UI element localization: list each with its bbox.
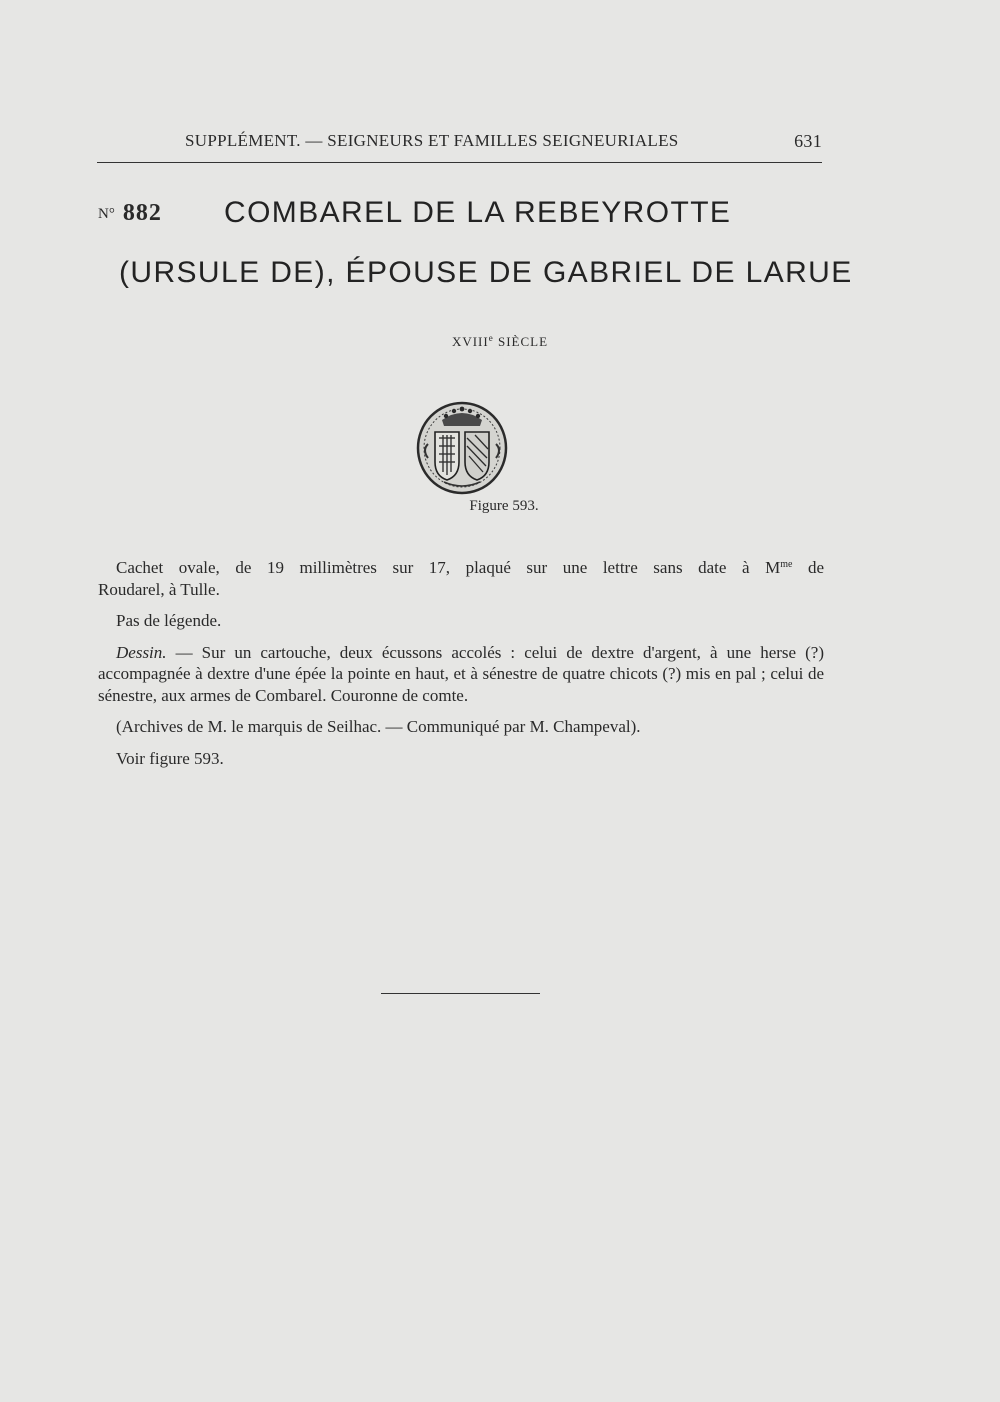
running-title: SUPPLÉMENT. — SEIGNEURS ET FAMILLES SEIGNEURIALES bbox=[185, 131, 679, 150]
century-sup: e bbox=[488, 333, 494, 343]
p1-text-b: de bbox=[792, 558, 824, 577]
end-rule bbox=[381, 993, 540, 994]
century-word: SIÈCLE bbox=[497, 334, 549, 349]
page-number: 631 bbox=[794, 131, 822, 151]
entry-number-value: 882 bbox=[122, 200, 162, 226]
body-text bbox=[98, 554, 824, 779]
century-label bbox=[0, 333, 1000, 350]
figure-caption: Figure 593. bbox=[469, 498, 539, 514]
dessin-label: Dessin. bbox=[116, 642, 167, 662]
paragraph-source: (Archives de M. le marquis de Seilhac. — Communiqué par M. Champeval). bbox=[116, 717, 641, 736]
entry-title-line2: (URSULE DE), ÉPOUSE DE GABRIEL DE LARUE bbox=[119, 256, 853, 289]
century-roman: XVIII bbox=[451, 334, 489, 349]
header-rule bbox=[97, 162, 822, 163]
running-header bbox=[100, 128, 822, 158]
dessin-text: — Sur un cartouche, deux écussons accolés : celui de dextre d'argent, à une herse (?) accompagnée à dextre d'une épée la pointe en haut, et à sénestre de quatre chicots (?) mis en pal ; celui de sénestre, aux armes de Combarel. Couronne de comte. bbox=[98, 642, 824, 705]
paragraph-description-line2: Roudarel, à Tulle. bbox=[98, 579, 220, 599]
p1-superscript: me bbox=[780, 559, 793, 570]
seal-illustration bbox=[414, 398, 510, 496]
entry-number-prefix: N° bbox=[98, 206, 115, 222]
entry-title-line1: COMBAREL DE LA REBEYROTTE bbox=[224, 196, 732, 229]
entry-number bbox=[98, 200, 162, 227]
paragraph-see-figure: Voir figure 593. bbox=[116, 748, 224, 768]
paragraph-legend: Pas de légende. bbox=[116, 611, 222, 630]
paragraph-description bbox=[98, 554, 824, 579]
paragraph-dessin bbox=[98, 642, 824, 707]
p1-text-a: Cachet ovale, de 19 millimètres sur 17, plaqué sur une lettre sans date à M bbox=[116, 558, 781, 577]
